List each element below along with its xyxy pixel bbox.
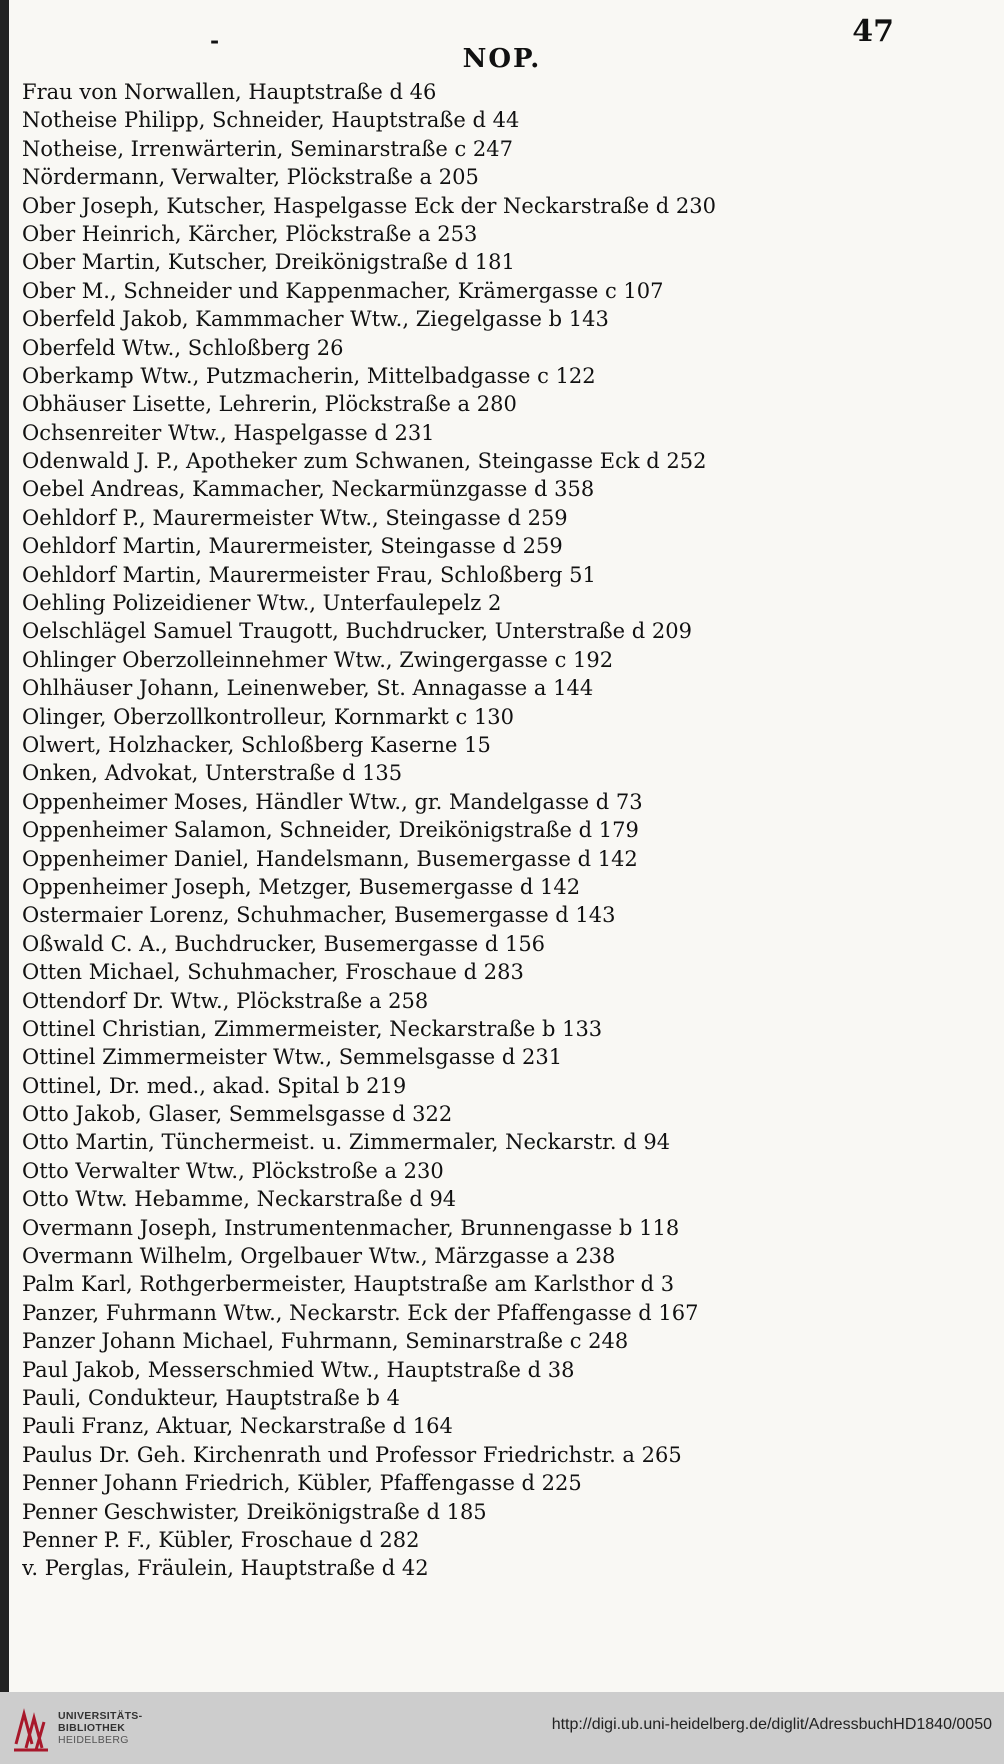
directory-entry: Ohlhäuser Johann, Leinenweber, St. Annagasse a 144 [22,676,594,701]
directory-entry: Ober Joseph, Kutscher, Haspelgasse Eck der Neckarstraße d 230 [22,193,716,218]
directory-entry: Ober Martin, Kutscher, Dreikönigstraße d 181 [22,250,515,275]
directory-entry: Ochsenreiter Wtw., Haspelgasse d 231 [22,420,435,445]
directory-entry: Ottinel Christian, Zimmermeister, Neckarstraße b 133 [22,1016,603,1041]
directory-entry: Olinger, Oberzollkontrolleur, Kornmarkt c 130 [22,704,515,729]
university-library-logo-icon [10,1704,52,1754]
directory-entry: Penner Geschwister, Dreikönigstraße d 185 [22,1499,487,1524]
directory-entry: Notheise Philipp, Schneider, Hauptstraße d 44 [22,108,520,133]
directory-entry: Oberfeld Jakob, Kammmacher Wtw., Ziegelgasse b 143 [22,307,609,332]
directory-entry: Ottinel, Dr. med., akad. Spital b 219 [22,1073,407,1098]
directory-entry: Otto Verwalter Wtw., Plöckstroße a 230 [22,1158,444,1183]
directory-entries [22,78,982,1583]
section-heading: NOP. [462,44,542,74]
directory-entry: Pauli, Condukteur, Hauptstraße b 4 [22,1385,401,1410]
directory-entry: Oppenheimer Joseph, Metzger, Busemergasse d 142 [22,874,581,899]
directory-entry: Ostermaier Lorenz, Schuhmacher, Busemergasse d 143 [22,903,616,928]
directory-entry: Olwert, Holzhacker, Schloßberg Kaserne 15 [22,732,491,757]
directory-entry: Ober Heinrich, Kärcher, Plöckstraße a 253 [22,221,478,246]
directory-entry: Oehldorf P., Maurermeister Wtw., Steingasse d 259 [22,505,568,530]
directory-entry: Oppenheimer Moses, Händler Wtw., gr. Mandelgasse d 73 [22,789,643,814]
directory-entry: Paulus Dr. Geh. Kirchenrath und Professor Friedrichstr. a 265 [22,1442,682,1467]
directory-entry: Otto Martin, Tünchermeist. u. Zimmermaler, Neckarstr. d 94 [22,1130,671,1155]
directory-entry: Oppenheimer Salamon, Schneider, Dreikönigstraße d 179 [22,818,639,843]
directory-entry: Panzer, Fuhrmann Wtw., Neckarstr. Eck der Pfaffengasse d 167 [22,1300,699,1325]
directory-entry: v. Perglas, Fräulein, Hauptstraße d 42 [22,1556,429,1581]
directory-entry: Penner P. F., Kübler, Froschaue d 282 [22,1527,420,1552]
directory-entry: Oberfeld Wtw., Schloßberg 26 [22,335,344,360]
library-name [58,1710,142,1746]
directory-entry: Oehldorf Martin, Maurermeister, Steingasse d 259 [22,534,563,559]
page-binding-edge [0,0,9,1692]
directory-entry: Oehling Polizeidiener Wtw., Unterfaulepelz 2 [22,591,502,616]
directory-entry: Oßwald C. A., Buchdrucker, Busemergasse d 156 [22,931,546,956]
directory-entry: Overmann Joseph, Instrumentenmacher, Brunnengasse b 118 [22,1215,680,1240]
directory-entry: Oebel Andreas, Kammacher, Neckarmünzgasse d 358 [22,477,595,502]
directory-entry: Overmann Wilhelm, Orgelbauer Wtw., Märzgasse a 238 [22,1244,616,1269]
directory-entry: Otten Michael, Schuhmacher, Froschaue d 283 [22,960,524,985]
directory-entry: Notheise, Irrenwärterin, Seminarstraße c 247 [22,136,513,161]
directory-entry: Nördermann, Verwalter, Plöckstraße a 205 [22,165,479,190]
directory-entry: Obhäuser Lisette, Lehrerin, Plöckstraße a 280 [22,392,517,417]
directory-entry: Oberkamp Wtw., Putzmacherin, Mittelbadgasse c 122 [22,363,596,388]
directory-entry: Pauli Franz, Aktuar, Neckarstraße d 164 [22,1414,453,1439]
directory-entry: Oelschlägel Samuel Traugott, Buchdrucker, Unterstraße d 209 [22,619,692,644]
directory-entry: Panzer Johann Michael, Fuhrmann, Seminarstraße c 248 [22,1329,629,1354]
library-name-line-2: BIBLIOTHEK [58,1722,126,1734]
directory-entry: Otto Wtw. Hebamme, Neckarstraße d 94 [22,1187,457,1212]
directory-entry: Otto Jakob, Glaser, Semmelsgasse d 322 [22,1102,453,1127]
directory-entry: Paul Jakob, Messerschmied Wtw., Hauptstraße d 38 [22,1357,575,1382]
directory-entry: Oppenheimer Daniel, Handelsmann, Busemergasse d 142 [22,846,638,871]
library-name-line-3: HEIDELBERG [58,1734,129,1746]
directory-entry: Frau von Norwallen, Hauptstraße d 46 [22,80,437,104]
directory-entry: Palm Karl, Rothgerbermeister, Hauptstraße am Karlsthor d 3 [22,1272,675,1297]
viewer-footer [0,1692,1004,1764]
directory-entry: Ottendorf Dr. Wtw., Plöckstraße a 258 [22,988,429,1013]
page-number: 47 [852,14,894,49]
directory-entry: Onken, Advokat, Unterstraße d 135 [22,761,403,786]
directory-entry: Ottinel Zimmermeister Wtw., Semmelsgasse d 231 [22,1045,563,1070]
directory-entry: Ohlinger Oberzolleinnehmer Wtw., Zwingergasse c 192 [22,647,614,672]
directory-entry: Penner Johann Friedrich, Kübler, Pfaffengasse d 225 [22,1471,582,1496]
header-dash: - [210,28,220,54]
source-url[interactable]: http://digi.ub.uni-heidelberg.de/diglit/AdressbuchHD1840/0050 [551,1716,992,1733]
library-name-line-1: UNIVERSITÄTS- [58,1710,143,1722]
directory-entry: Odenwald J. P., Apotheker zum Schwanen, Steingasse Eck d 252 [22,449,707,474]
directory-entry: Oehldorf Martin, Maurermeister Frau, Schloßberg 51 [22,562,596,587]
directory-entry: Ober M., Schneider und Kappenmacher, Krämergasse c 107 [22,278,664,303]
